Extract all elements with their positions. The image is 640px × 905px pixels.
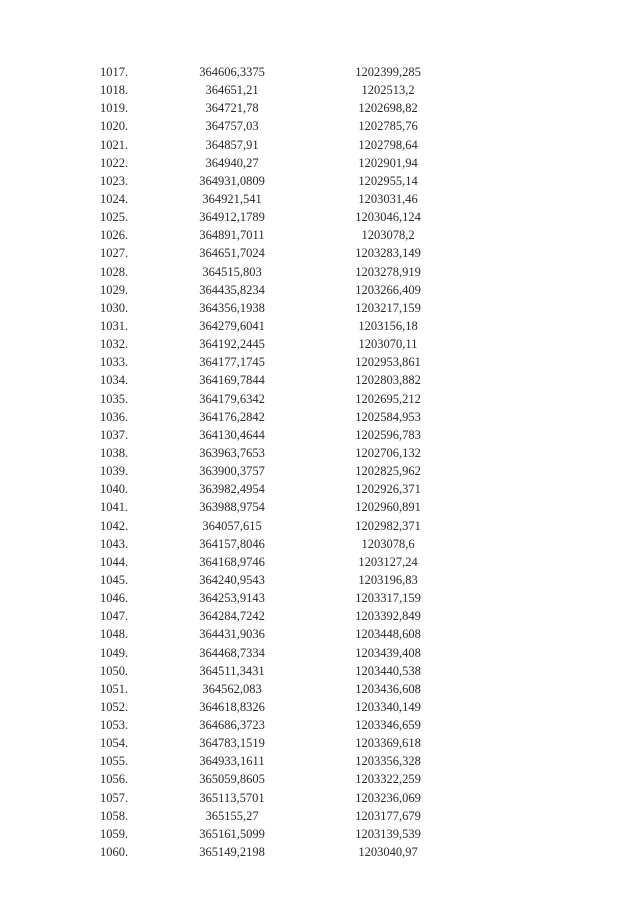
- point-number: 1018.: [100, 83, 129, 98]
- point-number: 1024.: [100, 191, 129, 206]
- table-row: [100, 371, 440, 389]
- x-coordinate: 364651,21: [205, 83, 259, 98]
- y-coordinate: 1202513,2: [361, 83, 415, 98]
- y-coordinate: 1202982,371: [355, 518, 421, 533]
- table-row: [100, 752, 440, 770]
- table-row: [100, 208, 440, 226]
- point-number: 1052.: [100, 699, 129, 714]
- x-coordinate: 364130,4644: [199, 427, 265, 442]
- point-number: 1017.: [100, 65, 129, 79]
- y-coordinate: 1203278,919: [355, 264, 421, 279]
- x-coordinate: 364057,615: [202, 518, 262, 533]
- table-row: [100, 462, 440, 480]
- point-number: 1035.: [100, 391, 129, 406]
- y-coordinate: 1203031,46: [358, 191, 418, 206]
- table-row: [100, 535, 440, 553]
- x-coordinate: 363963,7653: [199, 445, 265, 460]
- x-coordinate: 364686,3723: [199, 718, 265, 733]
- table-row: [100, 390, 440, 408]
- y-coordinate: 1203340,149: [355, 699, 421, 714]
- point-number: 1038.: [100, 445, 129, 460]
- table-row: [100, 317, 440, 335]
- x-coordinate: 364431,9036: [199, 627, 265, 642]
- table-row: [100, 680, 440, 698]
- x-coordinate: 364783,1519: [199, 736, 265, 751]
- point-number: 1046.: [100, 591, 129, 606]
- x-coordinate: 364721,78: [205, 101, 259, 116]
- point-number: 1033.: [100, 355, 129, 370]
- y-coordinate: 1203283,149: [355, 246, 421, 261]
- point-number: 1042.: [100, 518, 129, 533]
- table-row: [100, 625, 440, 643]
- x-coordinate: 365059,8605: [199, 772, 265, 787]
- point-number: 1020.: [100, 119, 129, 134]
- point-number: 1056.: [100, 772, 129, 787]
- table-row: [100, 263, 440, 281]
- y-coordinate: 1202584,953: [355, 409, 421, 424]
- y-coordinate: 1202955,14: [358, 173, 418, 188]
- point-number: 1027.: [100, 246, 129, 261]
- x-coordinate: 364192,2445: [199, 337, 265, 352]
- point-number: 1028.: [100, 264, 129, 279]
- point-number: 1039.: [100, 464, 129, 479]
- y-coordinate: 1202695,212: [355, 391, 421, 406]
- table-row: [100, 807, 440, 825]
- y-coordinate: 1202596,783: [355, 427, 421, 442]
- table-row: [100, 480, 440, 498]
- x-coordinate: 364435,8234: [199, 282, 265, 297]
- table-row: [100, 789, 440, 807]
- x-coordinate: 363982,4954: [199, 482, 265, 497]
- x-coordinate: 364857,91: [205, 137, 259, 152]
- x-coordinate: 364562,083: [202, 681, 262, 696]
- table-row: [100, 226, 440, 244]
- x-coordinate: 364279,6041: [199, 318, 265, 333]
- point-number: 1053.: [100, 718, 129, 733]
- table-row: [100, 644, 440, 662]
- point-number: 1029.: [100, 282, 129, 297]
- x-coordinate: 364757,03: [205, 119, 259, 134]
- y-coordinate: 1203266,409: [355, 282, 421, 297]
- point-number: 1055.: [100, 754, 129, 769]
- point-number: 1044.: [100, 554, 129, 569]
- y-coordinate: 1203317,159: [355, 591, 421, 606]
- x-coordinate: 364606,3375: [199, 65, 265, 79]
- y-coordinate: 1203436,608: [355, 681, 421, 696]
- point-number: 1036.: [100, 409, 129, 424]
- y-coordinate: 1202706,132: [355, 445, 421, 460]
- y-coordinate: 1203046,124: [355, 210, 421, 225]
- table-row: [100, 136, 440, 154]
- point-number: 1047.: [100, 609, 129, 624]
- table-row: [100, 698, 440, 716]
- y-coordinate: 1203392,849: [355, 609, 421, 624]
- y-coordinate: 1203356,328: [355, 754, 421, 769]
- x-coordinate: 364912,1789: [199, 210, 265, 225]
- point-number: 1057.: [100, 790, 129, 805]
- y-coordinate: 1202926,371: [355, 482, 421, 497]
- table-row: [100, 444, 440, 462]
- x-coordinate: 364284,7242: [199, 609, 265, 624]
- y-coordinate: 1203440,538: [355, 663, 421, 678]
- point-number: 1060.: [100, 845, 129, 860]
- y-coordinate: 1203369,618: [355, 736, 421, 751]
- table-row: [100, 553, 440, 571]
- table-row: [100, 426, 440, 444]
- y-coordinate: 1202953,861: [355, 355, 421, 370]
- y-coordinate: 1203236,069: [355, 790, 421, 805]
- point-number: 1049.: [100, 645, 129, 660]
- y-coordinate: 1203177,679: [355, 808, 421, 823]
- y-coordinate: 1202399,285: [355, 65, 421, 79]
- point-number: 1048.: [100, 627, 129, 642]
- point-number: 1022.: [100, 155, 129, 170]
- point-number: 1034.: [100, 373, 129, 388]
- table-row: [100, 734, 440, 752]
- point-number: 1030.: [100, 300, 129, 315]
- point-number: 1040.: [100, 482, 129, 497]
- x-coordinate: 364891,7011: [199, 228, 265, 243]
- y-coordinate: 1203439,408: [355, 645, 421, 660]
- table-row: [100, 190, 440, 208]
- y-coordinate: 1203078,6: [361, 536, 415, 551]
- y-coordinate: 1203127,24: [358, 554, 418, 569]
- x-coordinate: 363900,3757: [199, 464, 265, 479]
- point-number: 1023.: [100, 173, 129, 188]
- y-coordinate: 1203040,97: [358, 845, 418, 860]
- y-coordinate: 1202803,882: [355, 373, 421, 388]
- point-number: 1059.: [100, 826, 129, 841]
- table-row: [100, 825, 440, 843]
- y-coordinate: 1202798,64: [358, 137, 418, 152]
- table-row: [100, 63, 440, 81]
- table-row: [100, 498, 440, 516]
- point-number: 1021.: [100, 137, 129, 152]
- x-coordinate: 364356,1938: [199, 300, 265, 315]
- y-coordinate: 1203070,11: [358, 337, 418, 352]
- y-coordinate: 1203139,539: [355, 826, 421, 841]
- table-row: [100, 81, 440, 99]
- point-number: 1026.: [100, 228, 129, 243]
- x-coordinate: 365161,5099: [199, 826, 265, 841]
- x-coordinate: 364933,1611: [199, 754, 265, 769]
- y-coordinate: 1203322,259: [355, 772, 421, 787]
- point-number: 1045.: [100, 572, 129, 587]
- x-coordinate: 363988,9754: [199, 500, 265, 515]
- point-number: 1037.: [100, 427, 129, 442]
- x-coordinate: 364177,1745: [199, 355, 265, 370]
- x-coordinate: 364618,8326: [199, 699, 265, 714]
- y-coordinate: 1203448,608: [355, 627, 421, 642]
- x-coordinate: 364511,3431: [199, 663, 265, 678]
- table-row: [100, 607, 440, 625]
- table-row: [100, 353, 440, 371]
- table-row: [100, 154, 440, 172]
- y-coordinate: 1203156,18: [358, 318, 418, 333]
- x-coordinate: 364940,27: [205, 155, 259, 170]
- table-row: [100, 99, 440, 117]
- point-number: 1025.: [100, 210, 129, 225]
- x-coordinate: 364468,7334: [199, 645, 265, 660]
- x-coordinate: 364168,9746: [199, 554, 265, 569]
- table-row: [100, 662, 440, 680]
- y-coordinate: 1202960,891: [355, 500, 421, 515]
- table-row: [100, 589, 440, 607]
- table-row: [100, 281, 440, 299]
- table-row: [100, 299, 440, 317]
- y-coordinate: 1202901,94: [358, 155, 418, 170]
- point-number: 1032.: [100, 337, 129, 352]
- table-row: [100, 716, 440, 734]
- x-coordinate: 364176,2842: [199, 409, 265, 424]
- x-coordinate: 364515,803: [202, 264, 262, 279]
- y-coordinate: 1203217,159: [355, 300, 421, 315]
- y-coordinate: 1202785,76: [358, 119, 418, 134]
- x-coordinate: 365149,2198: [199, 845, 265, 860]
- point-number: 1051.: [100, 681, 129, 696]
- table-row: [100, 335, 440, 353]
- point-number: 1058.: [100, 808, 129, 823]
- y-coordinate: 1202825,962: [355, 464, 421, 479]
- x-coordinate: 364240,9543: [199, 572, 265, 587]
- y-coordinate: 1202698,82: [358, 101, 418, 116]
- x-coordinate: 364157,8046: [199, 536, 265, 551]
- x-coordinate: 365113,5701: [199, 790, 265, 805]
- point-number: 1019.: [100, 101, 129, 116]
- x-coordinate: 364253,9143: [199, 591, 265, 606]
- y-coordinate: 1203078,2: [361, 228, 415, 243]
- point-number: 1043.: [100, 536, 129, 551]
- table-row: [100, 408, 440, 426]
- table-row: [100, 172, 440, 190]
- x-coordinate: 364921,541: [202, 191, 262, 206]
- table-row: [100, 571, 440, 589]
- table-row: [100, 117, 440, 135]
- table-row: [100, 517, 440, 535]
- x-coordinate: 364931,0809: [199, 173, 265, 188]
- x-coordinate: 364179,6342: [199, 391, 265, 406]
- x-coordinate: 365155,27: [205, 808, 259, 823]
- point-number: 1054.: [100, 736, 129, 751]
- table-row: [100, 770, 440, 788]
- table-row: [100, 843, 440, 861]
- point-number: 1031.: [100, 318, 129, 333]
- x-coordinate: 364169,7844: [199, 373, 265, 388]
- y-coordinate: 1203196,83: [358, 572, 418, 587]
- x-coordinate: 364651,7024: [199, 246, 265, 261]
- point-number: 1041.: [100, 500, 129, 515]
- coordinate-table: [100, 63, 440, 861]
- point-number: 1050.: [100, 663, 129, 678]
- table-row: [100, 244, 440, 262]
- y-coordinate: 1203346,659: [355, 718, 421, 733]
